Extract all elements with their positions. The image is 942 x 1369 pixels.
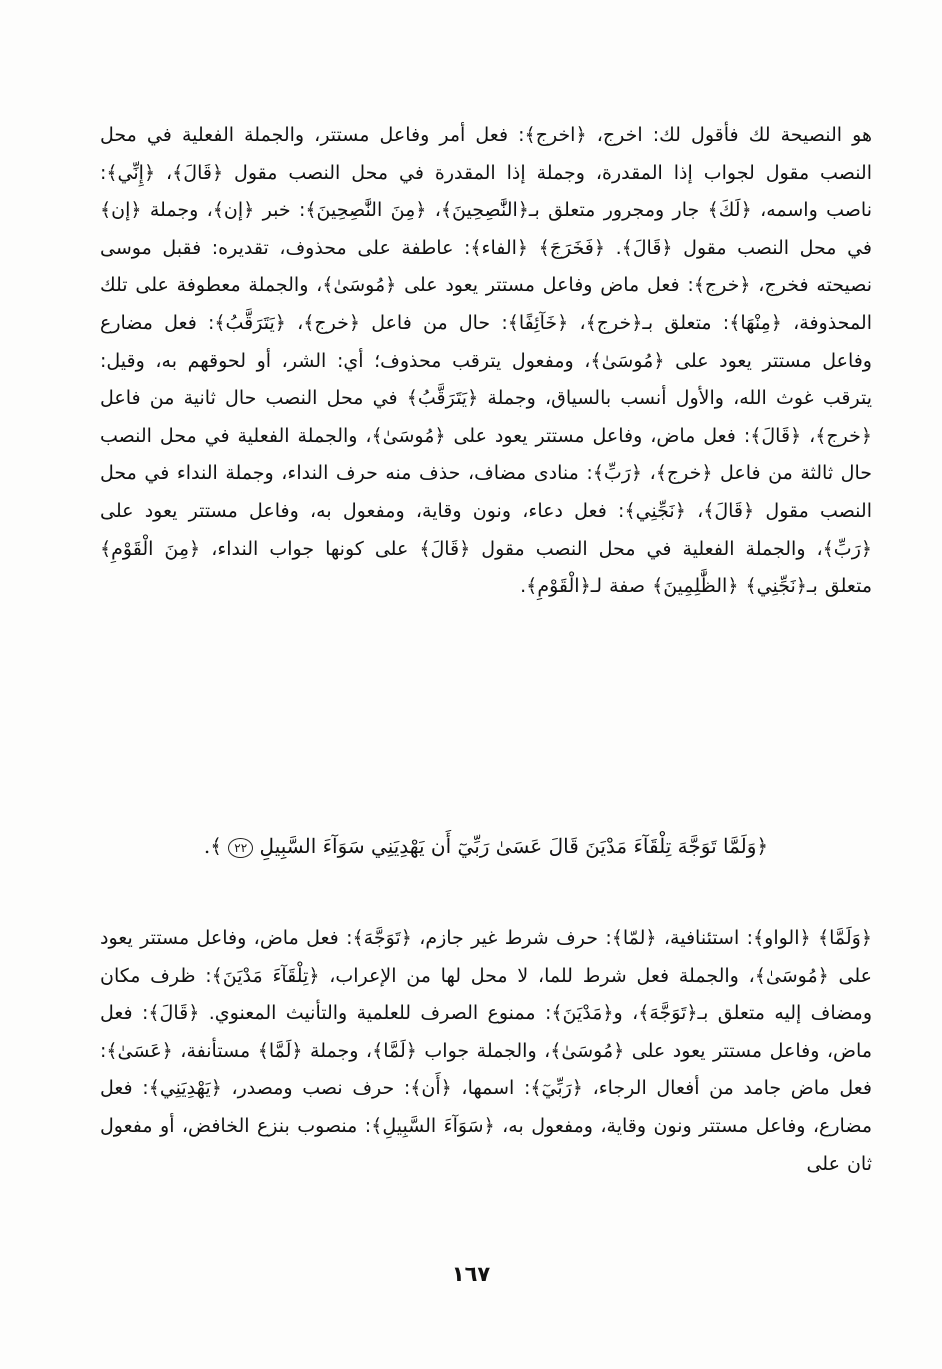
- paragraph-grammar-analysis-1: هو النصيحة لك فأقول لك: اخرج، ﴿اخرج﴾: فعل أمر وفاعل مستتر، والجملة الفعلية في محل النصب مقول لجواب إذا المقدرة، وجملة إذا المقدرة في محل النصب مقول ﴿قَالَ﴾، ﴿إِنِّي﴾: ناصب واسمه، ﴿لَكَ﴾ جار ومجرور متعلق بـ﴿النَّٰصِحِينَ﴾، ﴿مِنَ النَّٰصِحِينَ﴾: خبر ﴿إن﴾، وجملة ﴿إن﴾ في محل النصب مقول ﴿قَالَ﴾. ﴿فَخَرَجَ﴾ ﴿الفاء﴾: عاطفة على محذوف، تقديره: فقبل موسى نصيحته فخرج، ﴿خرج﴾: فعل ماض وفاعل مستتر يعود على ﴿مُوسَىٰ﴾، والجملة معطوفة على تلك المحذوفة، ﴿مِنْهَا﴾: متعلق بـ﴿خرج﴾، ﴿خَآئِفًا﴾: حال من فاعل ﴿خرج﴾، ﴿يَتَرَقَّبُ﴾: فعل مضارع وفاعل مستتر يعود على ﴿مُوسَىٰ﴾، ومفعول يترقب محذوف؛ أي: الشر، أو لحوقهم به، وقيل: يترقب غوث الله، والأول أنسب بالسياق، وجملة ﴿يَتَرَقَّبُ﴾ في محل النصب حال ثانية من فاعل ﴿خرج﴾، ﴿قَالَ﴾: فعل ماض، وفاعل مستتر يعود على ﴿مُوسَىٰ﴾، والجملة الفعلية في محل النصب حال ثالثة من فاعل ﴿خرج﴾، ﴿رَبِّ﴾: منادى مضاف، حذف منه حرف النداء، وجملة النداء في محل النصب مقول ﴿قَالَ﴾، ﴿نَجِّنِي﴾: فعل دعاء، ونون وقاية، ومفعول به، وفاعل مستتر يعود على ﴿رَبِّ﴾، والجملة الفعلية في محل النصب مقول ﴿قَالَ﴾ على كونها جواب النداء، ﴿مِنَ الْقَوْمِ﴾ متعلق بـ﴿نَجِّنِي﴾ ﴿الظَّٰلِمِينَ﴾ صفة لـ﴿الْقَوْمِ﴾.: [100, 124, 872, 598]
- verse-text: ﴿وَلَمَّا تَوَجَّهَ تِلْقَآءَ مَدْيَنَ قَالَ عَسَىٰ رَبِّيٓ أَن يَهْدِيَنِي سَوَآءَ السَّبِيلِ: [259, 834, 769, 858]
- verse-number-marker: ٢٢: [228, 838, 253, 858]
- page-number: ١٦٧: [451, 1262, 491, 1286]
- verse-closing: ﴾.: [203, 834, 222, 858]
- quran-verse: [100, 826, 872, 866]
- paragraph-grammar-analysis-2: ﴿وَلَمَّا﴾ ﴿الواو﴾: استئنافية، ﴿لمّا﴾: حرف شرط غير جازم، ﴿تَوَجَّهَ﴾: فعل ماض، وفاعل مستتر يعود على ﴿مُوسَىٰ﴾، والجملة فعل شرط للما، لا محل لها من الإعراب، ﴿تِلْقَآءَ مَدْيَنَ﴾: ظرف مكان ومضاف إليه متعلق بـ﴿تَوَجَّهَ﴾، و﴿مَدْيَنَ﴾: ممنوع الصرف للعلمية والتأنيث المعنوي. ﴿قَالَ﴾: فعل ماض، وفاعل مستتر يعود على ﴿مُوسَىٰ﴾، والجملة جواب ﴿لَمَّا﴾، وجملة ﴿لَمَّا﴾ مستأنفة، ﴿عَسَىٰ﴾: فعل ماض جامد من أفعال الرجاء، ﴿رَبِّيٓ﴾: اسمها، ﴿أَن﴾: حرف نصب ومصدر، ﴿يَهْدِيَنِي﴾: فعل مضارع، وفاعل مستتر ونون وقاية، ومفعول به، ﴿سَوَآءَ السَّبِيلِ﴾: منصوب بنزع الخافض، أو مفعول ثان على: [100, 927, 872, 1175]
